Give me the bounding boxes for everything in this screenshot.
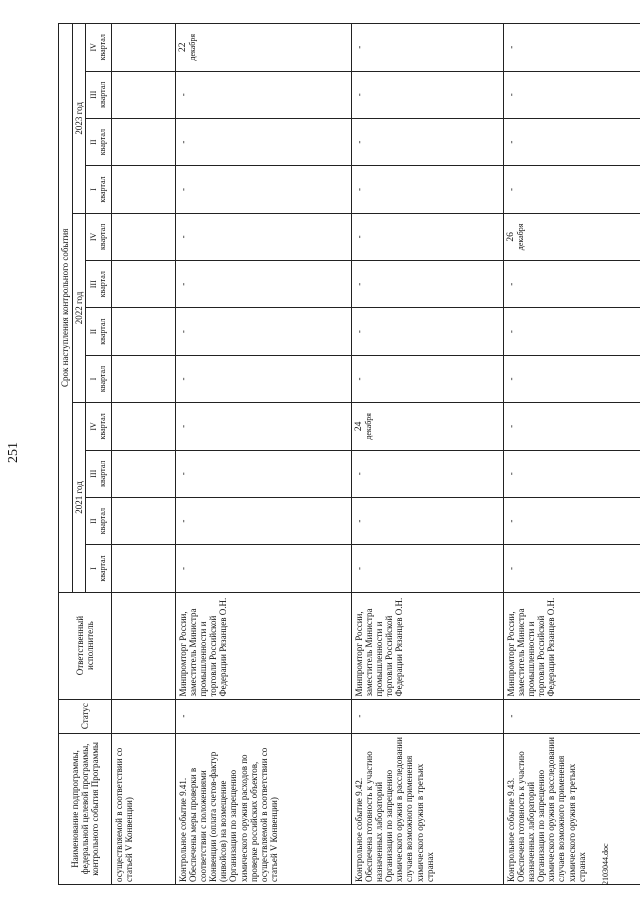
deadline-cell: - [176, 213, 352, 260]
header-quarter [86, 545, 112, 592]
deadline-cell [112, 71, 176, 118]
table-row [504, 24, 640, 885]
deadline-cell: - [504, 71, 640, 118]
quarter-numeral: I [88, 377, 98, 381]
deadline-cell: - [176, 450, 352, 497]
header-quarter [86, 450, 112, 497]
deadline-cell: - [352, 355, 504, 402]
header-quarter [86, 355, 112, 402]
deadline-cell: - [176, 545, 352, 592]
deadline-cell: - [504, 545, 640, 592]
deadline-cell: - [504, 166, 640, 213]
deadline-cell: - [176, 166, 352, 213]
status-cell [112, 699, 176, 733]
header-quarter [86, 308, 112, 355]
status-cell: - [504, 699, 640, 733]
header-status: Статус [59, 699, 112, 733]
deadline-day: 26 [506, 232, 517, 242]
quarter-numeral: III [88, 280, 98, 289]
deadline-cell [112, 24, 176, 72]
header-quarter [86, 71, 112, 118]
deadline-cell: - [504, 450, 640, 497]
quarter-numeral: II [88, 328, 98, 335]
quarter-word: квартал [97, 318, 107, 345]
quarter-numeral: III [88, 90, 98, 99]
deadline-day: 24 [354, 421, 365, 432]
executor-cell [112, 592, 176, 699]
deadline-cell: - [352, 24, 504, 72]
header-quarter [86, 118, 112, 165]
deadline-date-cell [504, 213, 640, 260]
quarter-word: квартал [97, 81, 107, 108]
deadline-cell: - [504, 355, 640, 402]
deadline-cell: - [176, 71, 352, 118]
deadline-cell: - [176, 118, 352, 165]
deadline-cell: - [352, 166, 504, 213]
deadline-cell [112, 545, 176, 592]
status-cell: - [352, 699, 504, 733]
deadline-cell: - [352, 308, 504, 355]
quarter-numeral: IV [88, 43, 98, 52]
deadline-cell: - [504, 24, 640, 72]
quarter-numeral: I [88, 567, 98, 570]
quarter-word: квартал [97, 176, 107, 203]
header-year: 2021 год [73, 403, 86, 593]
quarter-word: квартал [97, 223, 107, 250]
header-quarter [86, 261, 112, 308]
deadline-cell [112, 450, 176, 497]
deadline-cell [112, 308, 176, 355]
deadline-cell: - [176, 403, 352, 450]
header-deadline: Срок наступления контрольного события [59, 24, 73, 593]
quarter-word: квартал [97, 413, 107, 440]
deadline-cell: - [352, 545, 504, 592]
footer-file-name: 2103044.doc [601, 843, 610, 885]
quarter-word: квартал [97, 460, 107, 487]
deadline-cell: - [504, 403, 640, 450]
deadline-cell: - [352, 213, 504, 260]
deadline-cell: - [504, 497, 640, 544]
deadline-cell: - [352, 118, 504, 165]
quarter-word: квартал [97, 129, 107, 156]
deadline-month: декабря [515, 223, 525, 251]
deadline-cell: - [504, 308, 640, 355]
executor-cell: Минпромторг России, заместитель Министра промышленности и торговли Российской Федерации Рязанцев О.Н. [176, 592, 352, 699]
header-name: Наименование подпрограммы, федеральной целевой программы, контрольного события Программы [59, 733, 112, 884]
header-quarter [86, 497, 112, 544]
header-quarter [86, 24, 112, 72]
control-events-table [58, 23, 640, 885]
deadline-day: 22 [178, 42, 189, 53]
page-number: 251 [6, 442, 21, 463]
deadline-cell: - [352, 497, 504, 544]
deadline-cell: - [176, 261, 352, 308]
event-name-cell: Контрольное событие 9.41. Обеспечены меры проверки в соответствии с положениями Конвенции (оплата счетов-фактур (инвойсов) на возмещение Организации по запрещению химического оружия расходов по проверке российских объектов, осуществляемой в соответствии со статьей V Конвенции) [176, 733, 352, 884]
deadline-date-cell [176, 24, 352, 72]
quarter-numeral: II [88, 139, 98, 145]
deadline-cell [112, 403, 176, 450]
executor-cell: Минпромторг России, заместитель Министра промышленности и торговли Российской Федерации Рязанцев О.Н. [504, 592, 640, 699]
header-quarter [86, 166, 112, 213]
status-cell: - [176, 699, 352, 733]
deadline-month: декабря [363, 413, 373, 440]
quarter-word: квартал [97, 555, 107, 582]
deadline-cell: - [352, 261, 504, 308]
table-row [112, 24, 176, 885]
deadline-cell: - [352, 71, 504, 118]
quarter-numeral: I [88, 188, 98, 191]
quarter-numeral: III [88, 469, 98, 478]
deadline-cell [112, 213, 176, 260]
quarter-numeral: II [88, 518, 98, 524]
deadline-date-cell [352, 403, 504, 450]
quarter-numeral: IV [88, 422, 98, 431]
deadline-cell [112, 355, 176, 402]
header-year: 2022 год [73, 213, 86, 403]
header-year: 2023 год [73, 24, 86, 214]
quarter-word: квартал [97, 34, 107, 61]
deadline-cell: - [176, 308, 352, 355]
event-name-cell: осуществляемой в соответствии со статьей V Конвенции) [112, 733, 176, 884]
deadline-cell: - [176, 497, 352, 544]
deadline-cell [112, 497, 176, 544]
quarter-numeral: IV [88, 232, 98, 242]
quarter-word: квартал [97, 508, 107, 535]
deadline-cell: - [352, 450, 504, 497]
deadline-cell [112, 166, 176, 213]
table-row [176, 24, 352, 885]
header-executor: Ответственный исполнитель [59, 592, 112, 699]
table-row [352, 24, 504, 885]
deadline-cell: - [176, 355, 352, 402]
deadline-cell: - [504, 118, 640, 165]
deadline-cell: - [504, 261, 640, 308]
header-quarter [86, 403, 112, 450]
event-name-cell: Контрольное событие 9.43. Обеспечена готовность к участию назначенных лабораторий Организации по запрещению химического оружия в расследовании случаев возможного применения химического оружия в третьих странах [504, 733, 640, 884]
deadline-cell [112, 118, 176, 165]
executor-cell: Минпромторг России, заместитель Министра промышленности и торговли Российской Федерации Рязанцев О.Н. [352, 592, 504, 699]
header-quarter [86, 213, 112, 260]
quarter-word: квартал [97, 271, 107, 298]
event-name-cell: Контрольное событие 9.42. Обеспечена готовность к участию назначенных лабораторий Организации по запрещению химического оружия в расследовании случаев возможного применения химического оружия в третьих странах [352, 733, 504, 884]
quarter-word: квартал [97, 365, 107, 393]
deadline-month: декабря [187, 33, 197, 61]
deadline-cell [112, 261, 176, 308]
